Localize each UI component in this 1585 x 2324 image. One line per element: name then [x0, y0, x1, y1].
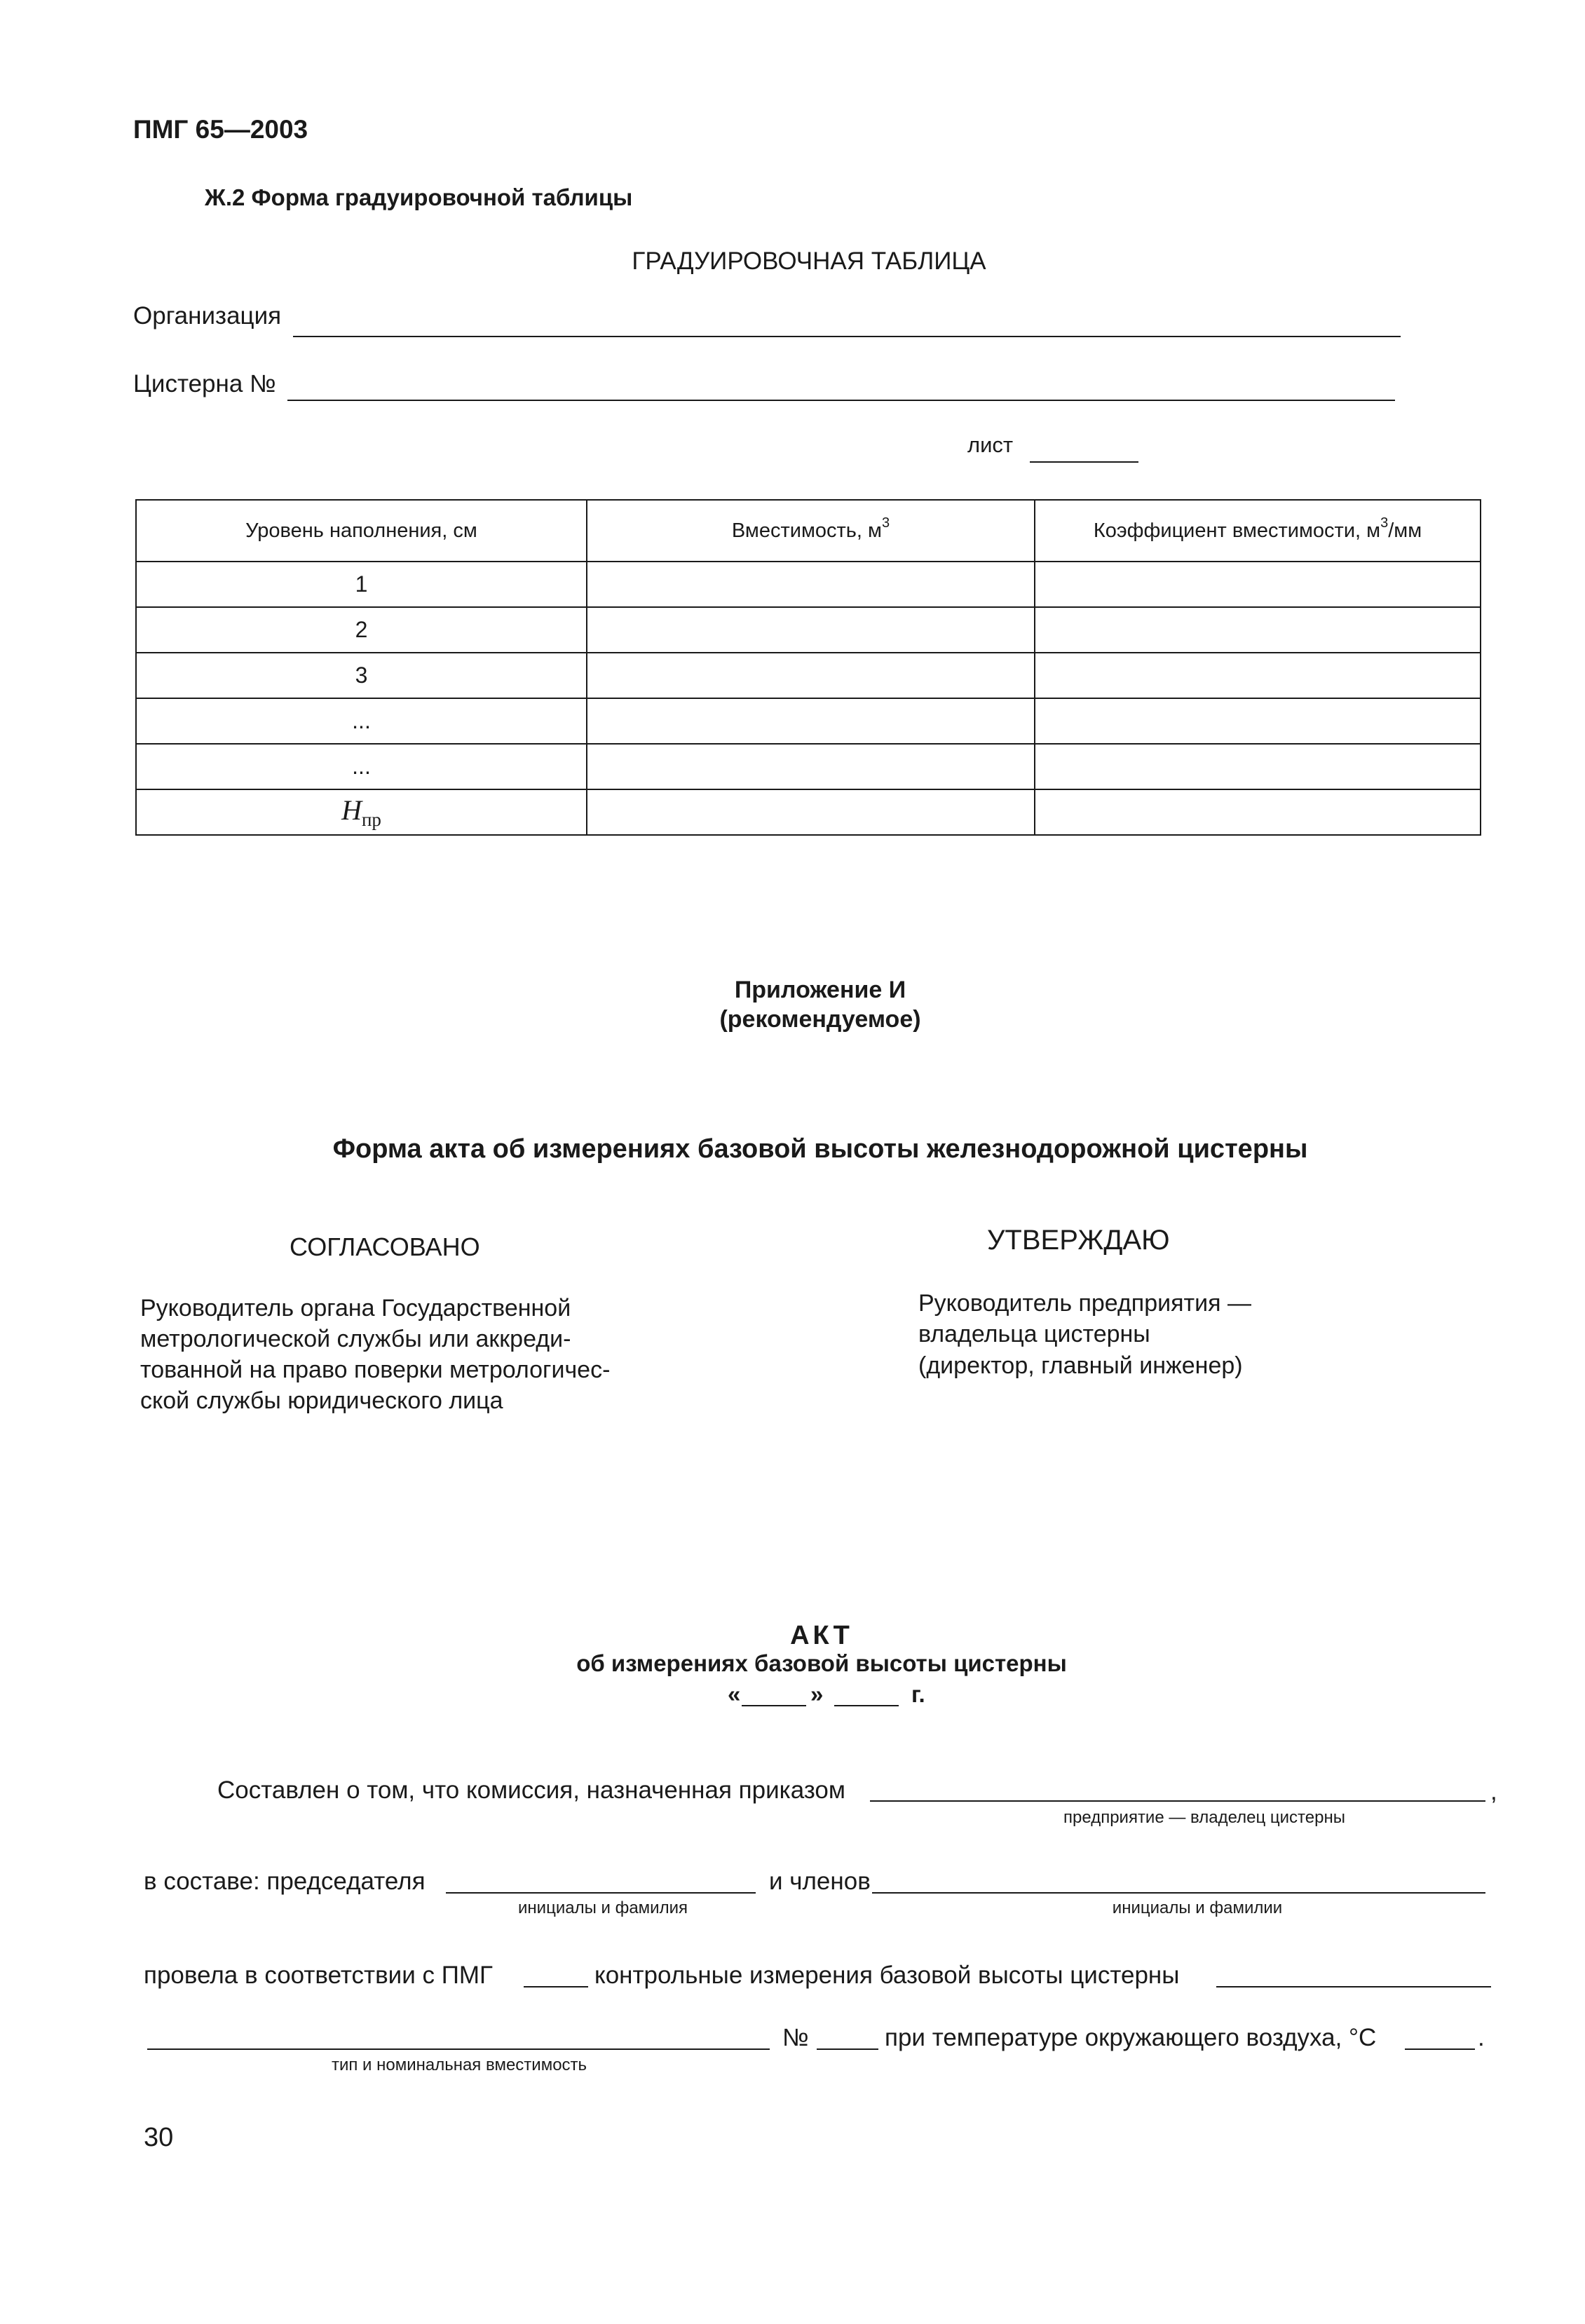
approve-line: (директор, главный инженер) — [918, 1352, 1243, 1379]
act-line2-text: в составе: председателя — [144, 1868, 426, 1895]
coefficient-cell[interactable] — [1035, 698, 1481, 744]
page-number: 30 — [144, 2123, 174, 2152]
act-line2-members: и членов — [769, 1868, 871, 1895]
date-close-quote: » — [810, 1681, 824, 1707]
tank-number-field[interactable] — [287, 400, 1395, 401]
capacity-cell[interactable] — [587, 653, 1035, 698]
form-title: Форма акта об измерениях базовой высоты железнодорожной цистерны — [332, 1134, 1308, 1164]
act-line1-comma: , — [1490, 1778, 1497, 1805]
sheet-label: лист — [967, 433, 1014, 457]
tank-type-field[interactable] — [147, 2048, 770, 2050]
column-header-capacity — [587, 500, 1035, 562]
date-day-field[interactable] — [742, 1705, 806, 1706]
table-header-row — [136, 500, 1481, 562]
coefficient-cell[interactable] — [1035, 789, 1481, 835]
column-header-level-label: Уровень наполнения, см — [245, 519, 477, 542]
agreed-line: Руководитель органа Государственной — [140, 1295, 571, 1321]
table-row — [136, 789, 1481, 835]
agreed-line: тованной на право поверки метрологичес- — [140, 1357, 611, 1383]
table-row — [136, 698, 1481, 744]
tank-label: Цистерна № — [133, 370, 276, 397]
column-header-coefficient-unit: /мм — [1388, 519, 1422, 542]
approve-line: владельца цистерны — [918, 1321, 1150, 1347]
calibration-table-title: ГРАДУИРОВОЧНАЯ ТАБЛИЦА — [632, 247, 986, 275]
coefficient-cell[interactable] — [1035, 562, 1481, 607]
superscript-3: 3 — [1380, 515, 1389, 531]
tank-type-field-caption: тип и номинальная вместимость — [331, 2055, 587, 2074]
level-cell: 1 — [136, 562, 587, 607]
appendix-subtitle: (рекомендуемое) — [719, 1006, 921, 1033]
act-line3-text: провела в соответствии с ПМГ — [144, 1962, 493, 1989]
members-field-caption: инициалы и фамилии — [1112, 1898, 1283, 1917]
column-header-capacity-label: Вместимость, м — [731, 519, 882, 542]
pmg-section-field[interactable] — [524, 1986, 588, 1987]
calibration-table — [135, 499, 1481, 836]
table-row — [136, 744, 1481, 789]
act-title: АКТ — [790, 1621, 853, 1650]
agreed-line: метрологической службы или аккреди- — [140, 1326, 571, 1352]
table-row — [136, 653, 1481, 698]
level-cell — [136, 789, 587, 835]
act-line4-text: при температуре окружающего воздуха, °С — [885, 2024, 1377, 2051]
approve-line: Руководитель предприятия — — [918, 1290, 1251, 1317]
date-open-quote: « — [728, 1681, 741, 1707]
appendix-title: Приложение И — [734, 977, 906, 1003]
column-header-coefficient-label: Коэффициент вместимости, м — [1093, 519, 1381, 542]
capacity-cell[interactable] — [587, 607, 1035, 653]
chairman-field[interactable] — [446, 1892, 756, 1894]
tank-field[interactable] — [1216, 1986, 1491, 1987]
column-header-coefficient — [1035, 500, 1481, 562]
coefficient-cell[interactable] — [1035, 607, 1481, 653]
sheet-number-field[interactable] — [1030, 461, 1138, 463]
document-code: ПМГ 65—2003 — [133, 115, 308, 144]
capacity-cell[interactable] — [587, 789, 1035, 835]
capacity-cell[interactable] — [587, 744, 1035, 789]
level-cell: ... — [136, 744, 587, 789]
column-header-level — [136, 500, 587, 562]
level-cell: 3 — [136, 653, 587, 698]
act-line4-number-sign: № — [782, 2024, 809, 2051]
approve-heading: УТВЕРЖДАЮ — [987, 1225, 1170, 1256]
organization-label: Организация — [133, 302, 282, 329]
order-field[interactable] — [870, 1800, 1485, 1802]
capacity-cell[interactable] — [587, 698, 1035, 744]
members-field[interactable] — [872, 1892, 1485, 1894]
act-line1-text: Составлен о том, что комиссия, назначенная приказом — [217, 1776, 845, 1804]
organization-field[interactable] — [293, 336, 1401, 337]
capacity-cell[interactable] — [587, 562, 1035, 607]
max-level-subscript: пр — [361, 809, 381, 830]
level-cell: ... — [136, 698, 587, 744]
agreed-line: ской службы юридического лица — [140, 1387, 503, 1414]
act-line3-measurements: контрольные измерения базовой высоты цистерны — [594, 1962, 1180, 1989]
tank-number-field-act[interactable] — [817, 2048, 878, 2050]
act-subtitle: об измерениях базовой высоты цистерны — [576, 1650, 1067, 1676]
section-title: Ж.2 Форма градуировочной таблицы — [205, 184, 633, 210]
date-month-field[interactable] — [834, 1705, 899, 1706]
act-line4-period: . — [1478, 2024, 1485, 2051]
superscript-3: 3 — [881, 515, 890, 531]
order-field-caption: предприятие — владелец цистерны — [1063, 1808, 1345, 1827]
coefficient-cell[interactable] — [1035, 744, 1481, 789]
coefficient-cell[interactable] — [1035, 653, 1481, 698]
table-row — [136, 607, 1481, 653]
temperature-field[interactable] — [1405, 2048, 1475, 2050]
max-level-symbol: H — [341, 794, 362, 826]
table-row — [136, 562, 1481, 607]
chairman-field-caption: инициалы и фамилия — [518, 1898, 688, 1917]
level-cell: 2 — [136, 607, 587, 653]
date-year-suffix: г. — [911, 1681, 925, 1707]
agreed-heading: СОГЛАСОВАНО — [290, 1232, 480, 1261]
